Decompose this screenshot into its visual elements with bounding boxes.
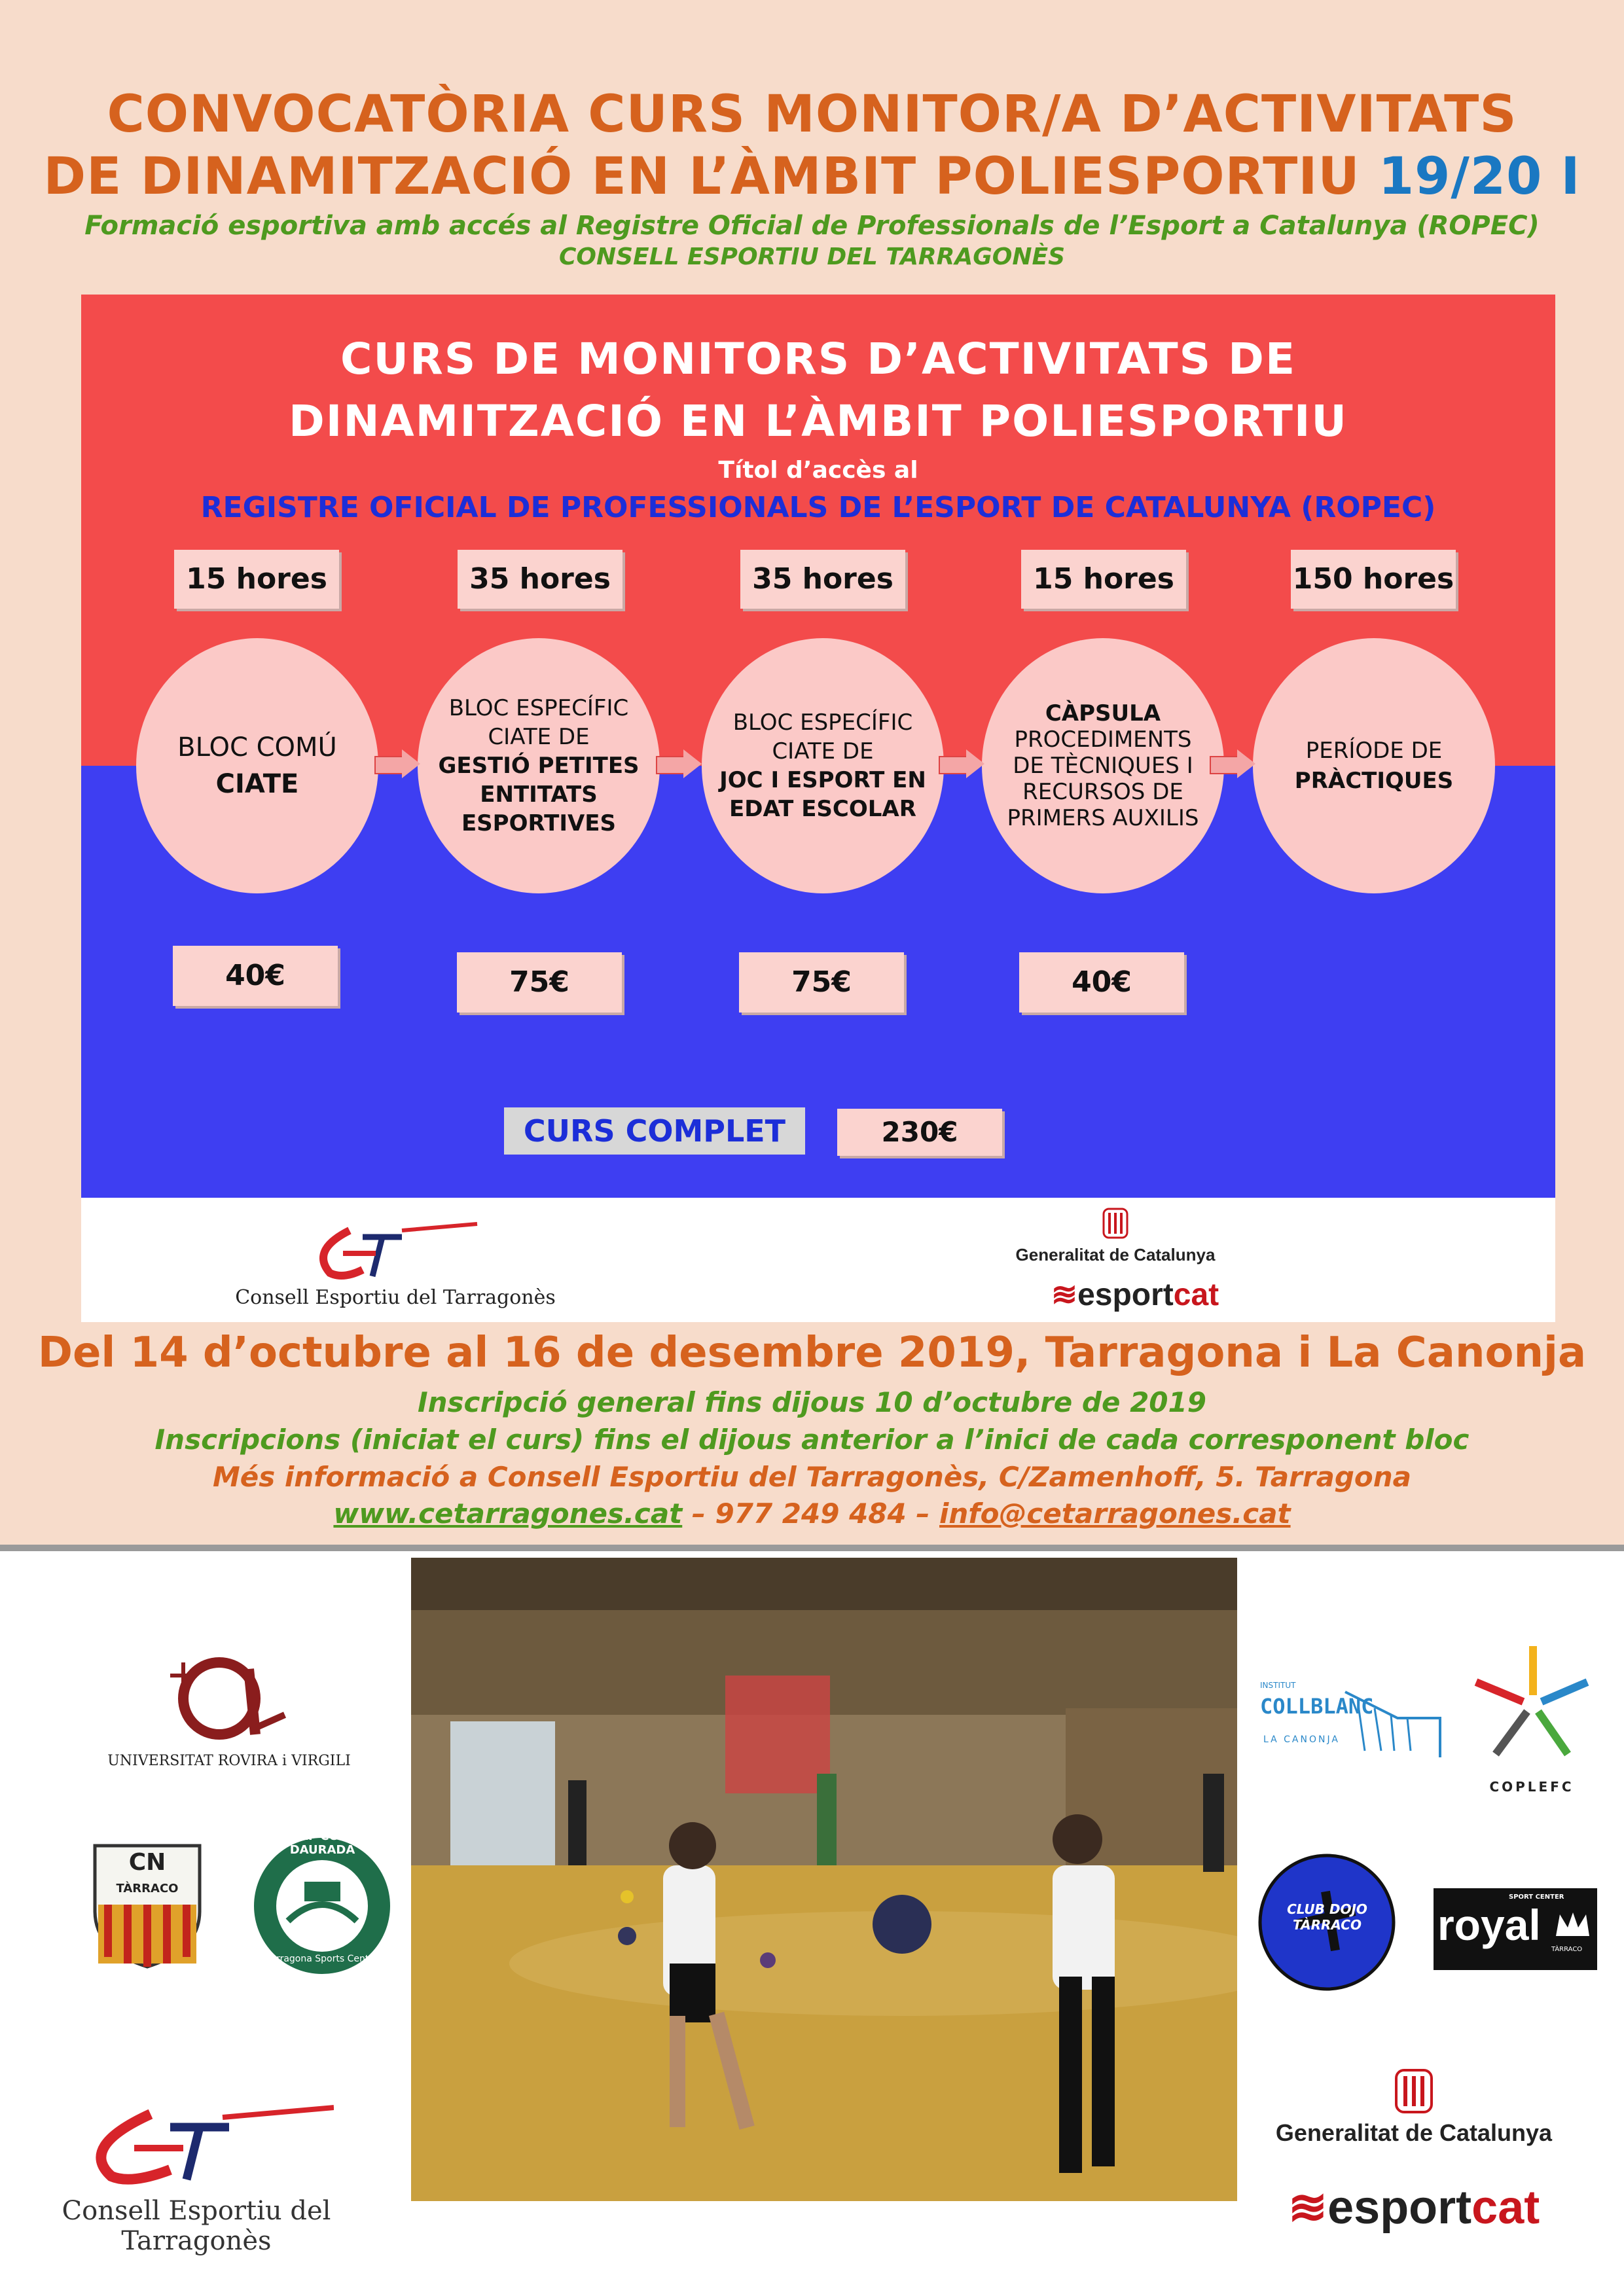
info-line-2: Inscripcions (iniciat el curs) fins el dijous anterior a l’inici de cada corresponent bloc [154, 1424, 1470, 1456]
cet-logo-large-icon [72, 2101, 334, 2186]
block-4-line-3: DE TÈCNIQUES I [1013, 753, 1193, 779]
cn-logo-text-2: TÀRRACO [116, 1882, 179, 1895]
block-5-line-2: PRÀCTIQUES [1294, 768, 1454, 794]
esport-large-text: esport [1327, 2181, 1472, 2234]
complete-course-price: 230€ [837, 1109, 1002, 1156]
arrow-icon-1 [374, 749, 420, 778]
generalitat-logo-icon [1102, 1208, 1128, 1239]
collblanc-logo-icon [1260, 1679, 1443, 1764]
block-circle-3 [702, 638, 944, 893]
block-circle-1 [136, 638, 378, 893]
cet-logo-large-text: Consell Esportiu del Tarragonès [62, 2196, 331, 2256]
block-circle-4 [982, 638, 1224, 893]
panel-registry: REGISTRE OFICIAL DE PROFESSIONALS DE L’ESPORT DE CATALUNYA (ROPEC) [200, 491, 1436, 524]
organizer: CONSELL ESPORTIU DEL TARRAGONÈS [558, 243, 1066, 270]
royal-logo-small-text: SPORT CENTER [1509, 1893, 1564, 1901]
generalitat-text-large: Generalitat de Catalunya [1275, 2119, 1553, 2146]
title-line-2 [0, 147, 1624, 206]
block-2-line-2: CIATE DE [488, 724, 590, 750]
hours-box-4: 15 hores [1021, 550, 1186, 609]
panel-esportcat-logo [1024, 1276, 1246, 1313]
contact-line [0, 1498, 1624, 1530]
hours-box-3: 35 hores [740, 550, 905, 609]
golf-logo-text: GOLF COSTA DAURADA [281, 1829, 364, 1857]
website-link[interactable]: www.cetarragones.cat [333, 1498, 683, 1530]
block-circle-5 [1253, 638, 1495, 893]
collblanc-top-text: INSTITUT [1260, 1681, 1296, 1690]
block-3-line-2: CIATE DE [772, 738, 874, 764]
info-line-3: Més informació a Consell Esportiu del Tarragonès, C/Zamenhoff, 5. Tarragona [212, 1461, 1412, 1493]
block-3-line-3: JOC I ESPORT EN [719, 767, 926, 793]
email-link[interactable]: info@cetarragones.cat [939, 1498, 1291, 1530]
block-4-line-2: PROCEDIMENTS [1014, 726, 1192, 753]
block-3-line-1: BLOC ESPECÍFIC [732, 709, 913, 736]
coplefc-star-icon [1470, 1643, 1597, 1767]
collblanc-text: COLLBLANC [1260, 1694, 1374, 1719]
complete-course-label: CURS COMPLET [504, 1107, 805, 1155]
panel-title-2: DINAMITZACIÓ EN L’ÀMBIT POLIESPORTIU [288, 396, 1348, 446]
panel-generalitat-text: Generalitat de Catalunya [1015, 1245, 1216, 1265]
arrow-icon-4 [1210, 749, 1255, 778]
gym-photo [411, 1558, 1237, 2201]
royal-logo-text: royal [1437, 1901, 1541, 1949]
cet-logo-icon [304, 1217, 480, 1283]
hours-box-5: 150 hores [1291, 550, 1456, 609]
block-2-line-1: BLOC ESPECÍFIC [448, 695, 629, 721]
subtitle: Formació esportiva amb accés al Registre Oficial de Professionals de l’Esport a Catalunya (ROPEC) [84, 211, 1540, 241]
hours-box-1: 15 hores [174, 550, 339, 609]
phone-number: – 977 249 484 – [682, 1498, 939, 1530]
title-line-1: CONVOCATÒRIA CURS MONITOR/A D’ACTIVITATS [107, 85, 1517, 144]
hours-box-2: 35 hores [458, 550, 623, 609]
price-box-4: 40€ [1019, 952, 1184, 1013]
price-box-3: 75€ [739, 952, 904, 1013]
crown-icon [1555, 1911, 1591, 1937]
course-panel [81, 295, 1555, 1322]
block-4-line-4: RECURSOS DE [1022, 779, 1183, 805]
arrow-icon-2 [656, 749, 702, 778]
urv-logo-icon [157, 1649, 288, 1741]
esportcat-logo-large [1270, 2179, 1558, 2234]
title-year: 19/20 I [1378, 147, 1581, 206]
royal-logo [1434, 1888, 1597, 1970]
block-2-line-4: ENTITATS [480, 781, 598, 808]
block-3-line-4: EDAT ESCOLAR [729, 796, 916, 822]
esport-cat-large-text: cat [1471, 2181, 1540, 2234]
block-circle-2 [418, 638, 660, 893]
divider [0, 1545, 1624, 1551]
coplefc-text: COPLEFC [1489, 1779, 1574, 1795]
block-1-line-2: CIATE [215, 769, 299, 799]
collblanc-sub-text: LA CANONJA [1263, 1734, 1340, 1745]
price-box-1: 40€ [173, 946, 338, 1006]
block-1-line-1: BLOC COMÚ [177, 732, 337, 762]
generalitat-logo-icon-large [1394, 2068, 1434, 2114]
royal-logo-sub: TÀRRACO [1551, 1946, 1583, 1953]
panel-title-1: CURS DE MONITORS D’ACTIVITATS DE [340, 334, 1297, 384]
gym-photo-illustration [411, 1558, 1237, 2201]
arrow-icon-3 [939, 749, 984, 778]
price-box-2: 75€ [457, 952, 622, 1013]
panel-esport-cat-text: cat [1173, 1278, 1219, 1312]
block-5-line-1: PERÍODE DE [1305, 738, 1443, 764]
block-4-line-1: CÀPSULA [1045, 700, 1161, 726]
cn-logo-text-1: CN [128, 1849, 166, 1876]
block-2-line-3: GESTIÓ PETITES [438, 753, 640, 779]
course-dates: Del 14 d’octubre al 16 de desembre 2019, Tarragona i La Canonja [37, 1329, 1587, 1377]
golf-logo-subtext: Tarragona Sports Center [266, 1954, 378, 1964]
panel-cet-logo-text: Consell Esportiu del Tarragonès [235, 1286, 556, 1309]
urv-logo-text: UNIVERSITAT ROVIRA i VIRGILI [107, 1753, 351, 1769]
block-2-line-5: ESPORTIVES [461, 810, 617, 836]
esportcat-large-swoosh-icon: ≋ [1288, 2181, 1328, 2234]
panel-access: Títol d’accès al [718, 457, 918, 484]
esportcat-swoosh-icon: ≋ [1051, 1278, 1078, 1312]
dojo-logo-text: CLUB DOJO TÀRRACO [1287, 1901, 1367, 1933]
panel-esport-text: esport [1077, 1278, 1174, 1312]
title-line-2-text: DE DINAMITZACIÓ EN L’ÀMBIT POLIESPORTIU [43, 147, 1360, 206]
info-line-1: Inscripció general fins dijous 10 d’octubre de 2019 [418, 1386, 1206, 1418]
block-4-line-5: PRIMERS AUXILIS [1007, 805, 1199, 831]
